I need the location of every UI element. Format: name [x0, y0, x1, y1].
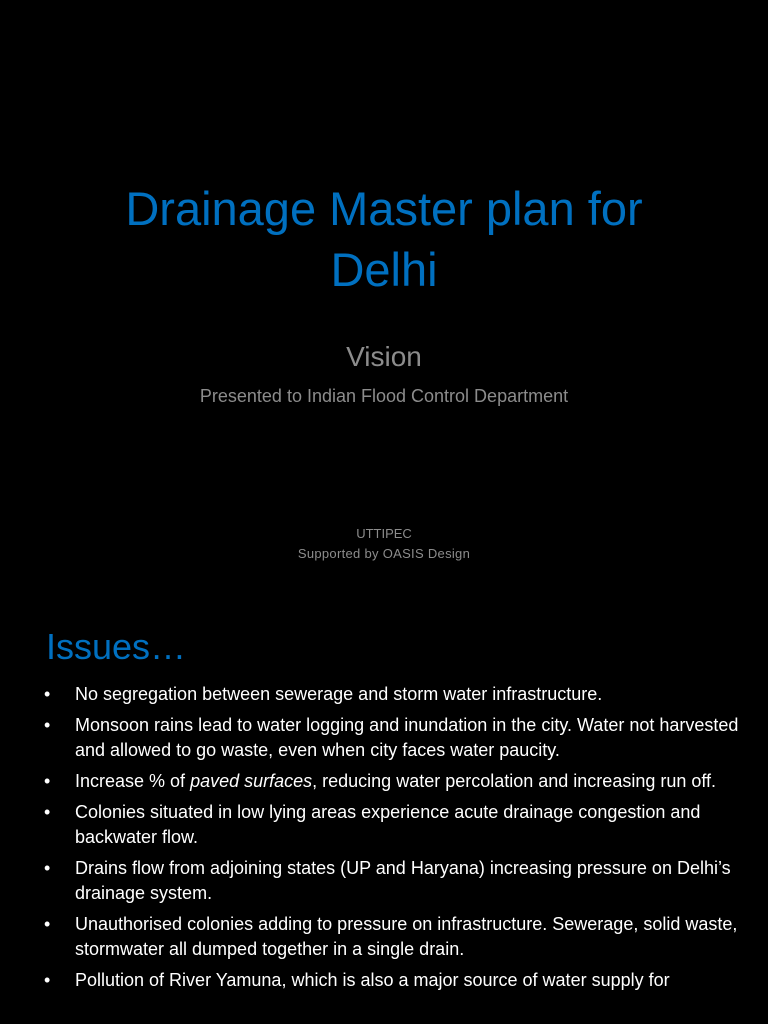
slide-title — [40, 178, 728, 300]
organization-name: UTTIPEC — [356, 526, 412, 541]
issue-item — [30, 769, 742, 794]
issue-item — [30, 800, 742, 850]
issue-text: Colonies situated in low lying areas experience acute drainage congestion and backwater flow. — [75, 802, 701, 847]
issues-heading: Issues… — [46, 626, 187, 667]
issue-item — [30, 856, 742, 906]
issue-text: Monsoon rains lead to water logging and inundation in the city. Water not harvested and allowed to go waste, even when city faces water paucity. — [75, 715, 739, 760]
issue-text: Drains flow from adjoining states (UP and Haryana) increasing pressure on Delhi’s drainage system. — [75, 858, 731, 903]
bullet-icon: • — [44, 858, 51, 878]
issue-item — [30, 682, 742, 707]
issue-text: Pollution of River Yamuna, which is also a major source of water supply for — [75, 970, 670, 990]
supported-by-text: Supported by OASIS Design — [297, 546, 471, 561]
issue-text: Unauthorised colonies adding to pressure on infrastructure. Sewerage, solid waste, stormwater all dumped together in a single drain. — [75, 914, 738, 959]
bullet-icon: • — [44, 970, 51, 990]
issue-item — [30, 968, 742, 993]
bullet-icon: • — [44, 771, 51, 791]
issue-text: No segregation between sewerage and storm water infrastructure. — [75, 684, 603, 704]
bullet-icon: • — [44, 802, 51, 822]
issues-slide — [0, 576, 768, 1024]
slide-title-line2: Delhi — [330, 243, 438, 296]
bullet-icon: • — [44, 684, 51, 704]
slide-subtitle: Vision — [346, 341, 422, 372]
presented-to-text: Presented to Indian Flood Control Department — [199, 386, 569, 406]
issue-item — [30, 912, 742, 962]
slide-title-line1: Drainage Master plan for — [125, 182, 643, 235]
bullet-icon: • — [44, 914, 51, 934]
bullet-icon: • — [44, 715, 51, 735]
issue-text-emphasis: paved surfaces — [190, 771, 313, 791]
issue-text-after: , reducing water percolation and increasing run off. — [312, 771, 717, 791]
issues-list — [30, 682, 742, 999]
issue-text-before: Increase % of — [75, 771, 191, 791]
issue-item — [30, 713, 742, 763]
